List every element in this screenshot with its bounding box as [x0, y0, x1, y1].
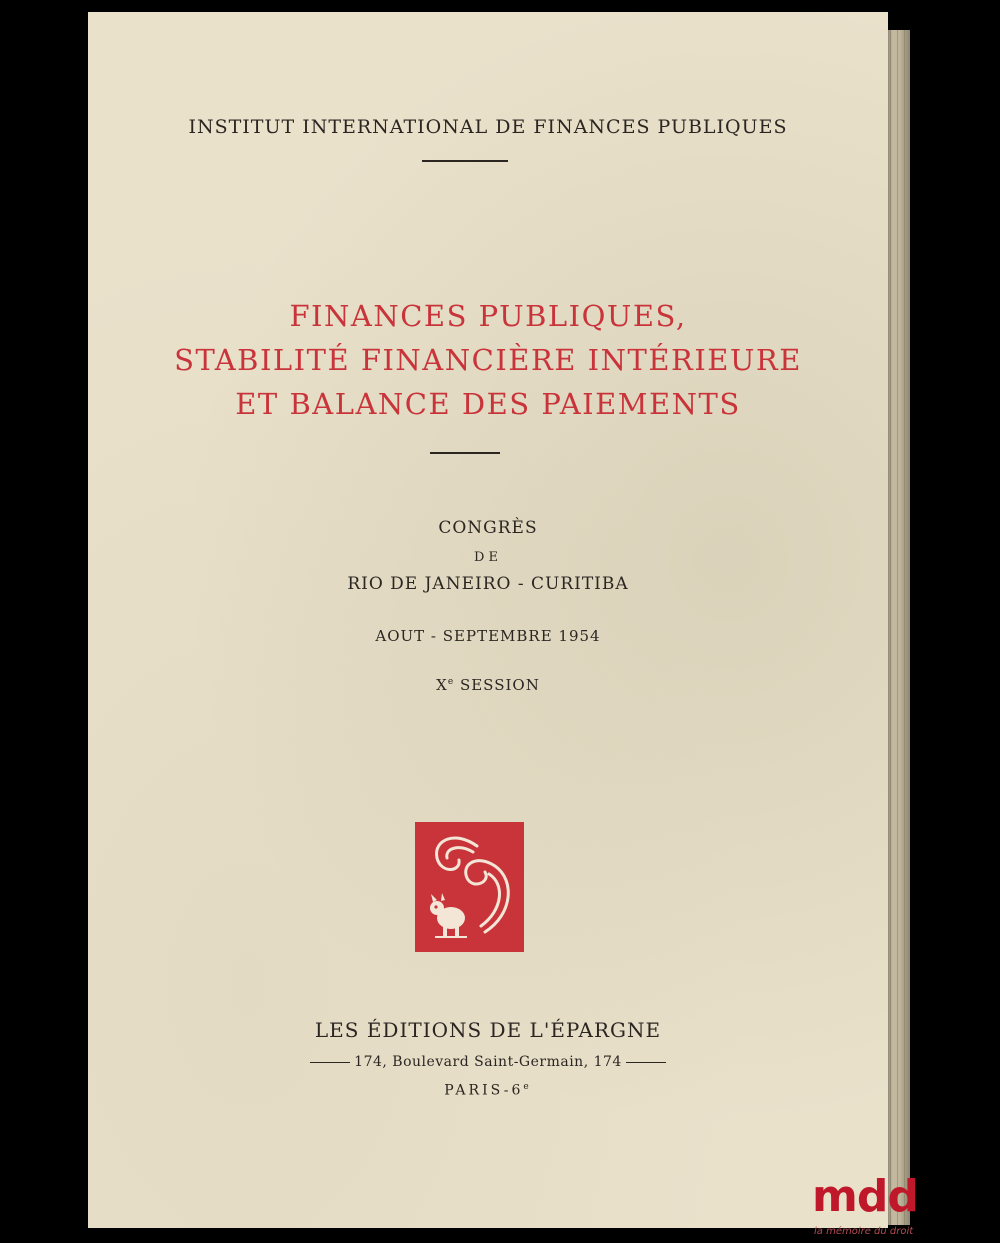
publisher-city: PARIS-6 [444, 1082, 524, 1099]
address-dash-left [310, 1062, 350, 1063]
session-label [88, 676, 888, 694]
publisher-address: 174, Boulevard Saint-Germain, 174 [354, 1054, 622, 1070]
publisher-city-sup: e [523, 1082, 532, 1092]
divider-top [422, 160, 508, 162]
publisher-city-line [88, 1082, 888, 1099]
squirrel-icon [415, 822, 524, 952]
publisher-name: LES ÉDITIONS DE L'ÉPARGNE [314, 1018, 662, 1042]
publisher-address-line [88, 1054, 888, 1070]
session-number: X [436, 676, 448, 694]
session-word: SESSION [459, 676, 540, 694]
session-sup: e [447, 677, 455, 687]
congress-city: RIO DE JANEIRO - CURITIBA [347, 574, 629, 594]
watermark-logo: mdd [812, 1171, 918, 1222]
congress-dates: AOUT - SEPTEMBRE 1954 [375, 627, 601, 645]
watermark-tagline: la mémoire du droit [814, 1226, 914, 1237]
book-cover [88, 12, 888, 1228]
divider-middle [430, 452, 500, 454]
publisher-logo [415, 822, 524, 952]
congress-label: CONGRÈS [438, 518, 538, 538]
congress-de: DE [474, 550, 502, 565]
title-line-3: ET BALANCE DES PAIEMENTS [235, 387, 741, 421]
title-line-1: FINANCES PUBLIQUES, [289, 299, 687, 333]
address-dash-right [626, 1062, 666, 1063]
mdd-watermark [812, 1172, 922, 1242]
title-line-2: STABILITÉ FINANCIÈRE INTÉRIEURE [174, 343, 802, 377]
institute-name: INSTITUT INTERNATIONAL DE FINANCES PUBLIQUES [188, 116, 788, 138]
